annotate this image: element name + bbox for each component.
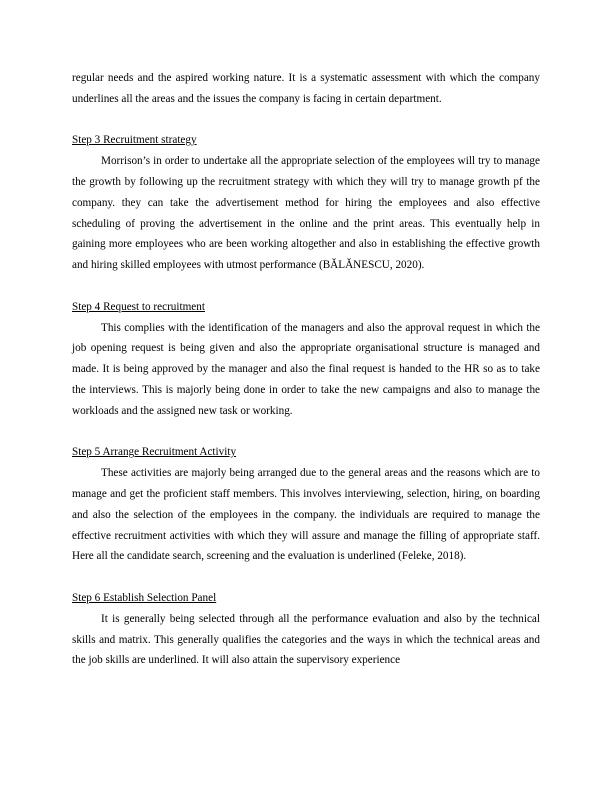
section-heading-step-5: Step 5 Arrange Recruitment Activity [72,446,237,459]
section-heading-step-6: Step 6 Establish Selection Panel [72,591,217,604]
section-body-step-5: These activities are majorly being arranged due to the general areas and the reasons which are to manage and get the proficient staff members. This involves interviewing, selection, hiring, on boarding and also the selection of the employees in the company. the individuals are required to manage the effective recruitment activities with which they will assure and manage the filling of appropriate staff. Here all the candidate search, screening and the evaluation is underlined (Feleke, 2018). [72,467,540,563]
spacer [72,110,540,131]
document-page [72,68,540,671]
section-body-step-4: This complies with the identification of the managers and also the approval request in which the job opening request is being given and also the appropriate organisational structure is managed and made. It is being approved by the manager and also the final request is handed to the HR so as to take the interviews. This is majorly being done in order to take the new campaigns and also to manage the workloads and the assigned new task or working. [72,321,540,417]
spacer [72,567,540,588]
section-body-step-6: It is generally being selected through all the performance evaluation and also by the technical skills and matrix. This generally qualifies the categories and the ways in which the technical areas and the job skills are underlined. It will also attain the supervisory experience [72,612,540,667]
section-body-step-3: Morrison’s in order to undertake all the appropriate selection of the employees will try to manage the growth by following up the recruitment strategy with which they will try to manage growth pf the company. they can take the advertisement method for hiring the employees and also effective scheduling of proving the advertisement in the online and the print areas. This eventually help in gaining more employees who are been working altogether and also in establishing the effective growth and hiring skilled employees with utmost performance (BĂLĂNESCU, 2020). [72,155,540,272]
intro-continuation-paragraph: regular needs and the aspired working nature. It is a systematic assessment with which the company underlines all the areas and the issues the company is facing in certain department. [72,72,540,105]
section-heading-step-3: Step 3 Recruitment strategy [72,134,197,147]
section-heading-step-4: Step 4 Request to recruitment [72,300,205,313]
spacer [72,422,540,443]
spacer [72,276,540,297]
